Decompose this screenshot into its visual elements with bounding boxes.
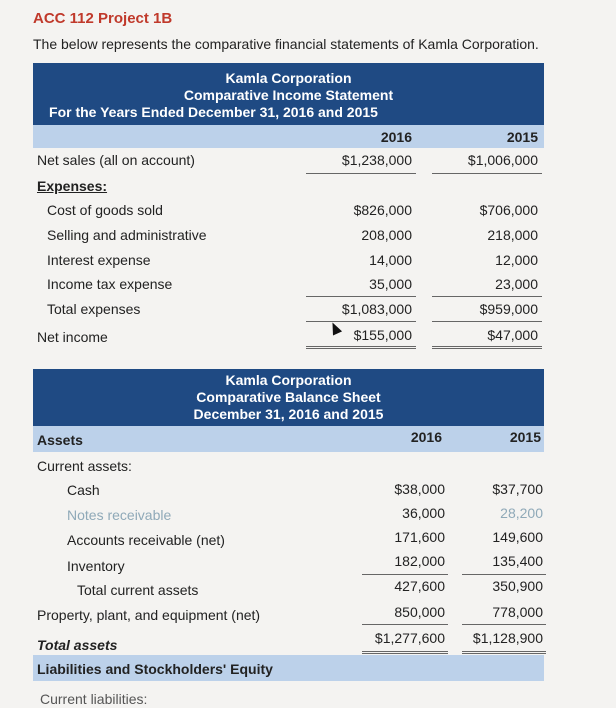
total-assets-label: Total assets — [37, 637, 118, 653]
interest-2015: 12,000 — [495, 252, 538, 268]
income-year-2015: 2015 — [506, 129, 538, 145]
total-assets-double-underline-2016 — [362, 651, 448, 654]
ppe-2016: 850,000 — [394, 604, 445, 620]
balance-statement-title: Comparative Balance Sheet — [196, 389, 381, 405]
net-sales-underline-2016 — [306, 173, 416, 174]
total-assets-double-underline-2015 — [462, 651, 546, 654]
ar-label: Accounts receivable (net) — [67, 532, 225, 548]
sga-label: Selling and administrative — [47, 227, 207, 243]
cogs-2016: $826,000 — [353, 202, 412, 218]
cash-label: Cash — [67, 482, 100, 498]
net-income-double-underline-2016 — [306, 346, 416, 349]
inventory-2015: 135,400 — [492, 553, 543, 569]
net-income-double-underline-2015 — [432, 346, 542, 349]
total-assets-2015: $1,128,900 — [472, 630, 543, 646]
notes-2015: 28,200 — [500, 505, 543, 521]
notes-label: Notes receivable — [67, 507, 172, 523]
tax-underline-2015 — [432, 296, 542, 297]
balance-sheet-header — [33, 369, 544, 426]
tca-2016: 427,600 — [394, 578, 445, 594]
cogs-2015: $706,000 — [479, 202, 538, 218]
tca-2015: 350,900 — [492, 578, 543, 594]
total-expenses-2016: $1,083,000 — [341, 301, 412, 317]
income-period: For the Years Ended December 31, 2016 and 2015 — [49, 104, 378, 120]
ar-2015: 149,600 — [492, 529, 543, 545]
ppe-2015: 778,000 — [492, 604, 543, 620]
total-expenses-2015: $959,000 — [479, 301, 538, 317]
current-liabilities-label: Current liabilities: — [40, 691, 148, 707]
ppe-underline-2015 — [462, 624, 546, 625]
cogs-label: Cost of goods sold — [47, 202, 163, 218]
net-sales-2016: $1,238,000 — [341, 152, 412, 168]
net-sales-underline-2015 — [432, 173, 542, 174]
inventory-label: Inventory — [67, 558, 125, 574]
ppe-underline-2016 — [362, 624, 448, 625]
sga-2016: 208,000 — [361, 227, 412, 243]
total-expenses-label: Total expenses — [47, 301, 141, 317]
total-expenses-underline-2015 — [432, 321, 542, 322]
balance-period: December 31, 2016 and 2015 — [193, 406, 384, 422]
expenses-label: Expenses: — [37, 178, 108, 194]
ar-2016: 171,600 — [394, 529, 445, 545]
cash-2016: $38,000 — [394, 481, 445, 497]
interest-label: Interest expense — [47, 252, 151, 268]
assets-label: Assets — [37, 432, 83, 448]
income-statement-title: Comparative Income Statement — [183, 87, 394, 103]
net-sales-2015: $1,006,000 — [467, 152, 538, 168]
net-income-label: Net income — [37, 329, 108, 345]
balance-year-2015: 2015 — [509, 429, 541, 445]
inventory-underline-2016 — [362, 574, 448, 575]
inventory-underline-2015 — [462, 574, 546, 575]
tax-2015: 23,000 — [495, 276, 538, 292]
total-expenses-underline-2016 — [306, 321, 416, 322]
total-assets-2016: $1,277,600 — [374, 630, 445, 646]
income-statement-header — [33, 63, 544, 125]
liabilities-equity-label: Liabilities and Stockholders' Equity — [37, 661, 273, 677]
balance-year-2016: 2016 — [410, 429, 442, 445]
net-income-2016: $155,000 — [353, 327, 412, 343]
income-year-2016: 2016 — [380, 129, 412, 145]
inventory-2016: 182,000 — [394, 553, 445, 569]
sga-2015: 218,000 — [487, 227, 538, 243]
tca-label: Total current assets — [77, 582, 199, 598]
tax-underline-2016 — [306, 296, 416, 297]
doc-intro: The below represents the comparative financial statements of Kamla Corporation. — [33, 36, 539, 52]
notes-2016: 36,000 — [402, 505, 445, 521]
income-company: Kamla Corporation — [225, 70, 352, 86]
tax-2016: 35,000 — [369, 276, 412, 292]
balance-company: Kamla Corporation — [225, 372, 352, 388]
doc-title: ACC 112 Project 1B — [33, 10, 173, 27]
interest-2016: 14,000 — [369, 252, 412, 268]
net-income-2015: $47,000 — [487, 327, 538, 343]
cash-2015: $37,700 — [492, 481, 543, 497]
tax-label: Income tax expense — [47, 276, 173, 292]
ppe-label: Property, plant, and equipment (net) — [37, 607, 261, 623]
current-assets-label: Current assets: — [37, 458, 132, 474]
net-sales-label: Net sales (all on account) — [37, 152, 195, 168]
